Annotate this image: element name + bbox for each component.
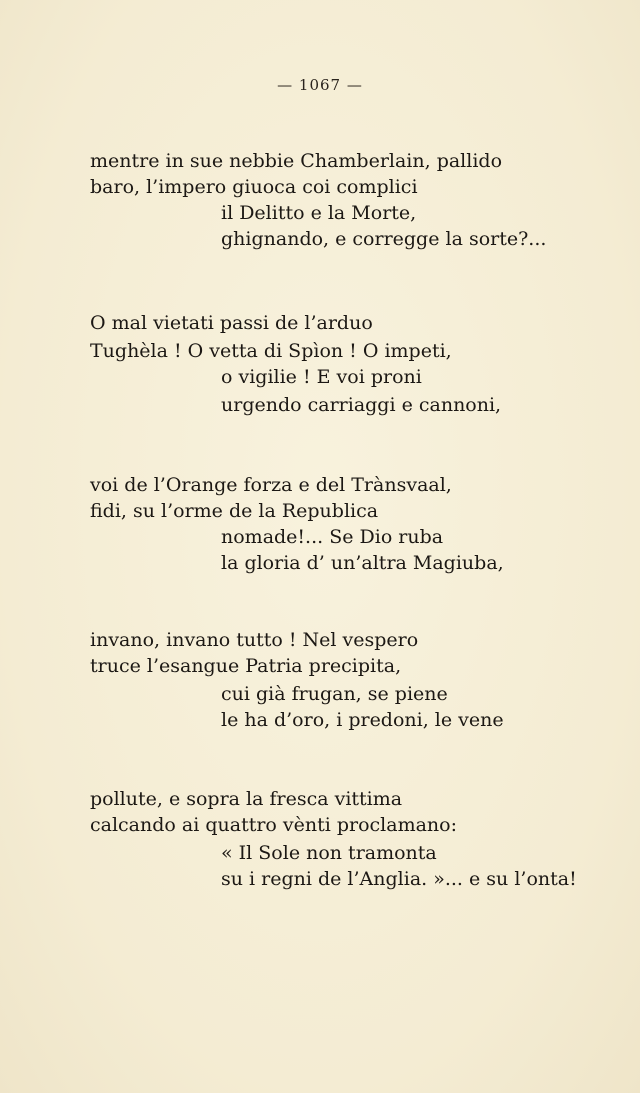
verse-line: cui già frugan, se piene: [221, 683, 448, 705]
verse-line: urgendo carriaggi e cannoni,: [221, 394, 502, 416]
verse-line: o vigilie ! E voi proni: [221, 366, 422, 388]
verse-line: la gloria d’ un’altra Magiuba,: [221, 552, 504, 574]
verse-line: su i regni de l’Anglia. »... e su l’onta!: [221, 868, 577, 890]
verse-line: O mal vietati passi de l’arduo: [90, 312, 373, 334]
verse-line: calcando ai quattro vènti proclamano:: [90, 814, 458, 836]
verse-line: nomade!... Se Dio ruba: [221, 526, 444, 548]
page-number: — 1067 —: [277, 76, 363, 94]
verse-line: fidi, su l’orme de la Republica: [90, 500, 379, 522]
verse-line: truce l’esangue Patria precipita,: [90, 655, 402, 677]
verse-line: il Delitto e la Morte,: [221, 202, 417, 224]
verse-line: le ha d’oro, i predoni, le vene: [221, 709, 504, 731]
verse-line: invano, invano tutto ! Nel vespero: [90, 629, 419, 651]
verse-line: ghignando, e corregge la sorte?...: [221, 228, 547, 250]
verse-line: mentre in sue nebbie Chamberlain, pallido: [90, 150, 503, 172]
verse-line: Tughèla ! O vetta di Spìon ! O impeti,: [90, 340, 452, 362]
verse-line: baro, l’impero giuoca coi complici: [90, 176, 418, 198]
verse-line: pollute, e sopra la fresca vittima: [90, 788, 403, 810]
verse-line: « Il Sole non tramonta: [221, 842, 437, 864]
verse-line: voi de l’Orange forza e del Trànsvaal,: [90, 474, 452, 496]
